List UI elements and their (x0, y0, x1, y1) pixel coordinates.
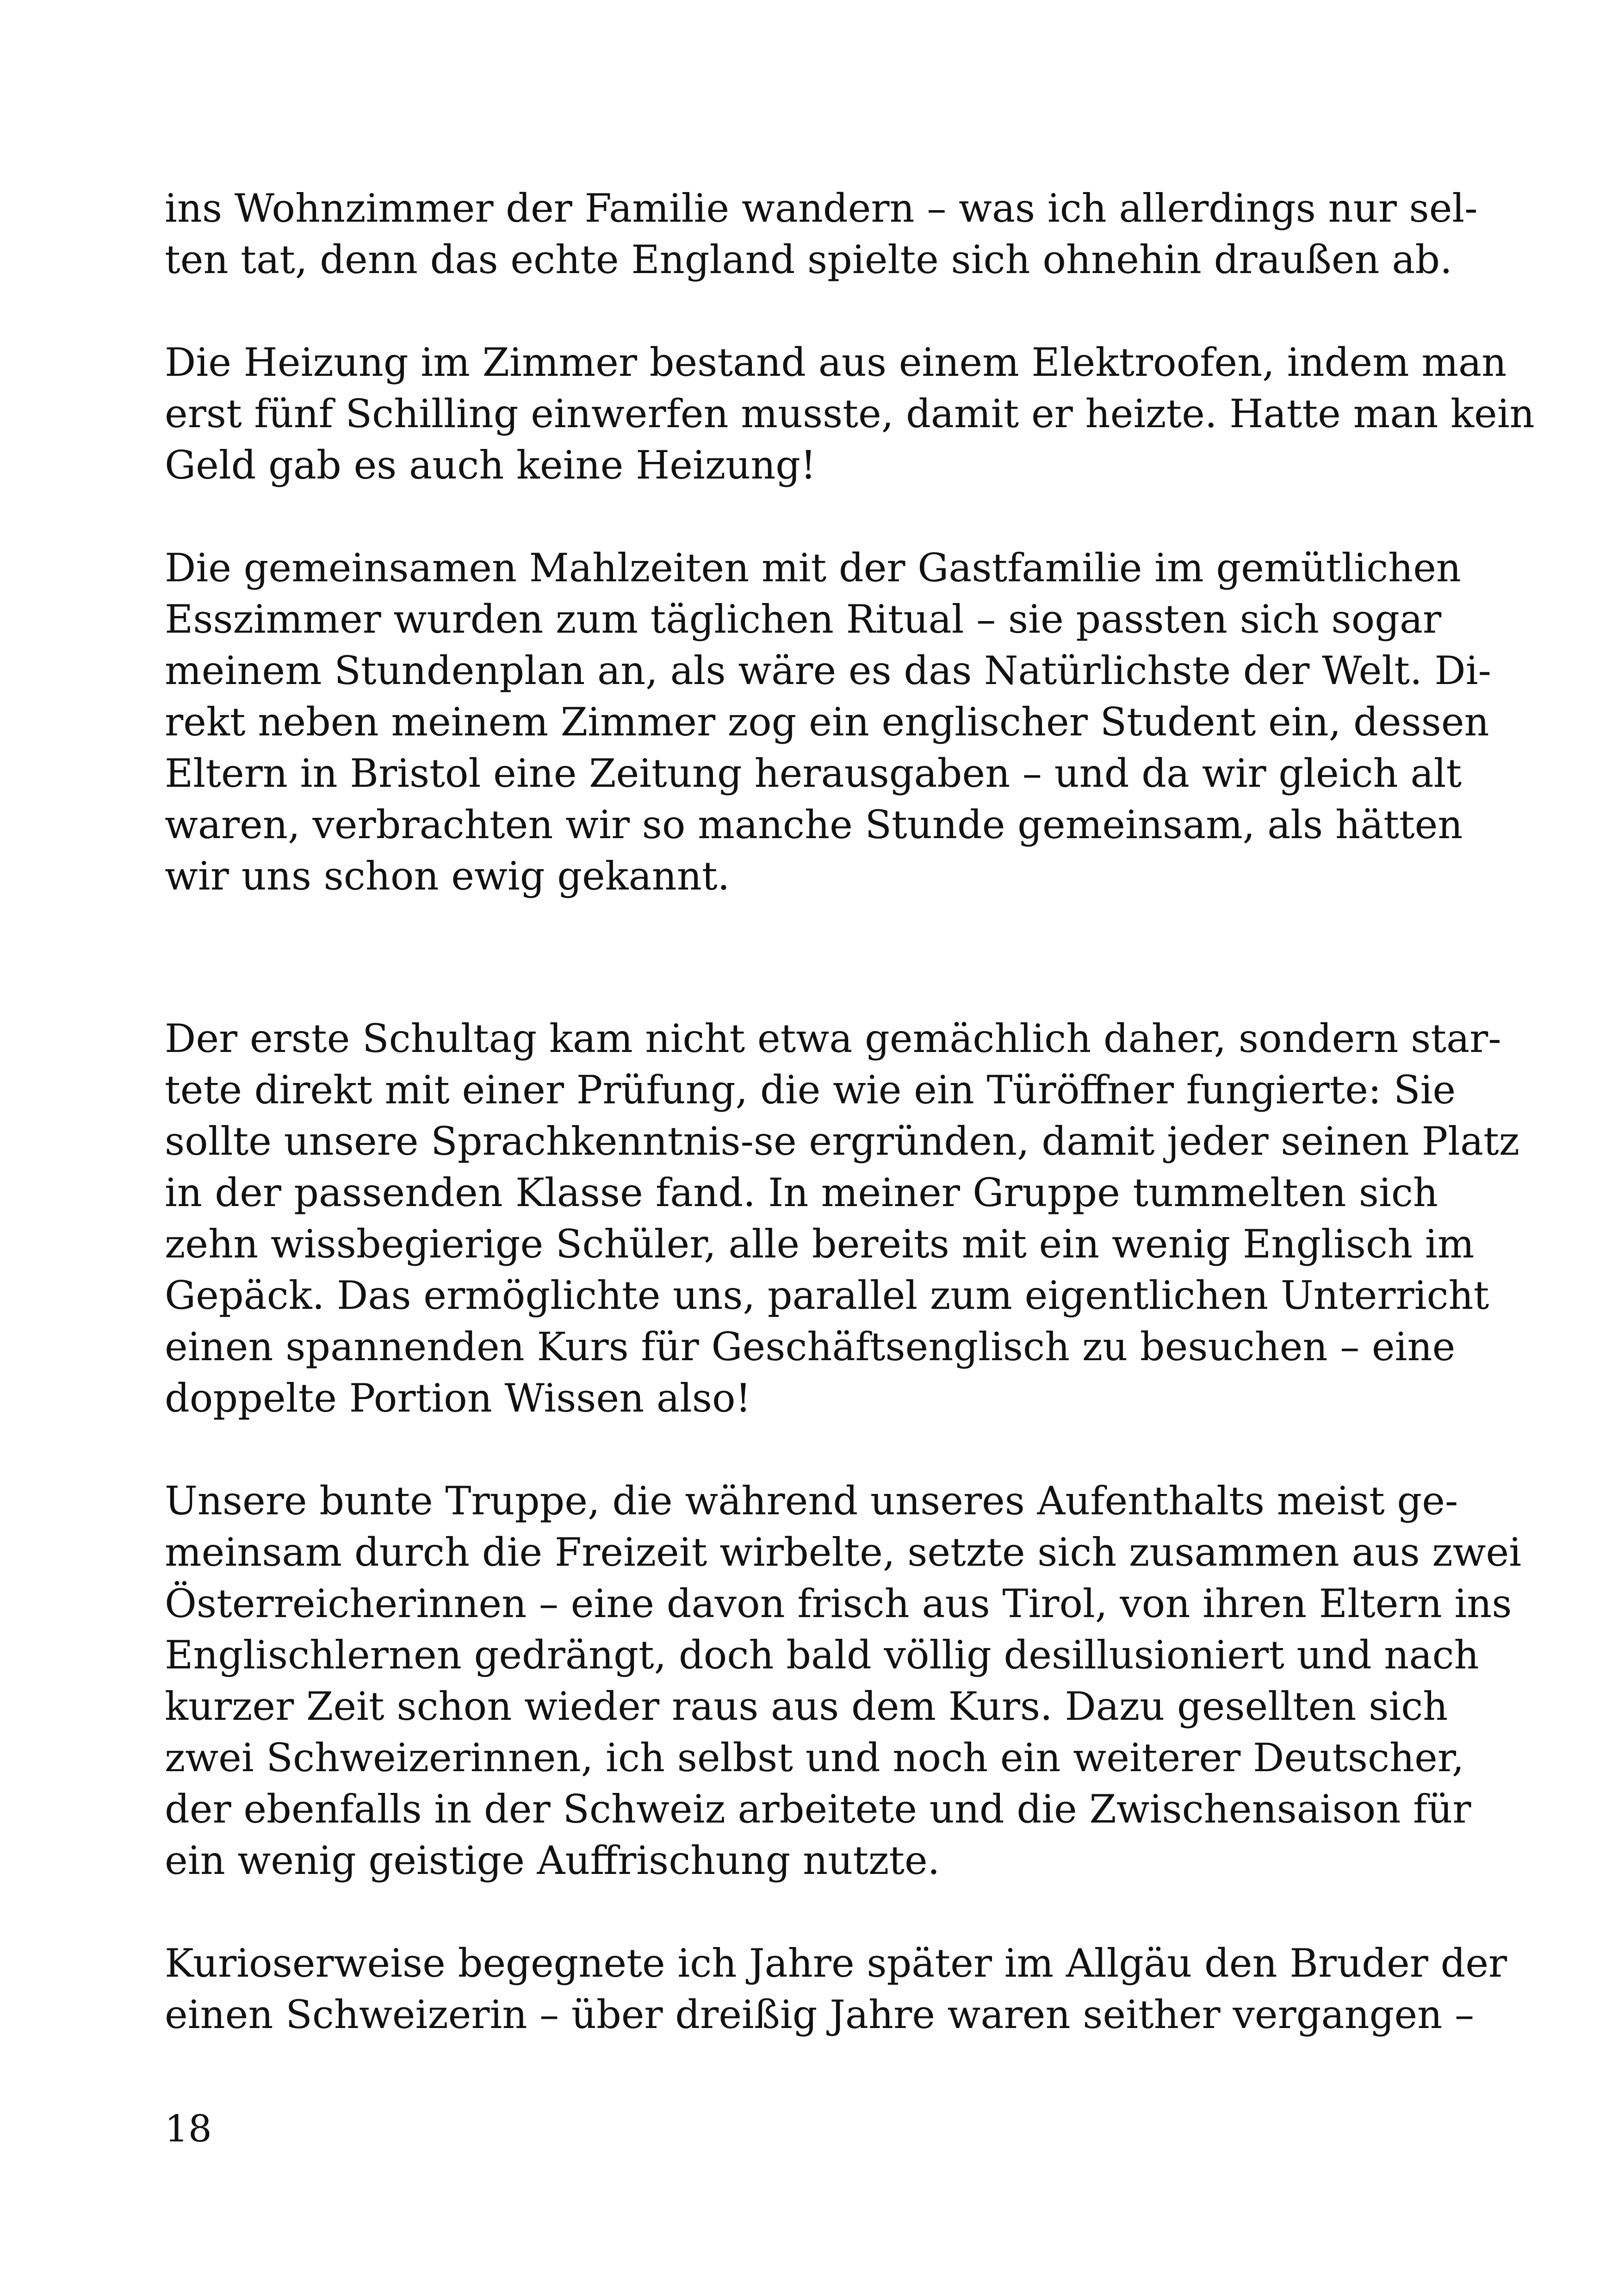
text-line: erst fünf Schilling einwerfen musste, damit er heizte. Hatte man kein (165, 391, 1535, 436)
text-line: Unsere bunte Truppe, die während unseres Aufenthalts meist ge- (165, 1478, 1458, 1524)
page-number: 18 (165, 2107, 212, 2150)
text-line: Englischlernen gedrängt, doch bald völlig desillusioniert und nach (165, 1632, 1479, 1678)
text-line: Österreicherinnen – eine davon frisch aus Tirol, von ihren Eltern ins (165, 1581, 1512, 1626)
paragraph-spacer (165, 1886, 1438, 1938)
text-line: meinsam durch die Freizeit wirbelte, setzte sich zusammen aus zwei (165, 1530, 1522, 1575)
text-line: Esszimmer wurden zum täglichen Ritual – sie passten sich sogar (165, 597, 1442, 642)
text-line: Die Heizung im Zimmer bestand aus einem Elektroofen, indem man (165, 340, 1507, 385)
text-line: Eltern in Bristol eine Zeitung herausgaben – und da wir gleich alt (165, 751, 1462, 796)
paragraph (165, 542, 1491, 902)
text-line: tete direkt mit einer Prüfung, die wie ein Türöffner fungierte: Sie (165, 1067, 1456, 1113)
text-line: Der erste Schultag kam nicht etwa gemächlich daher, sondern star- (165, 1016, 1501, 1061)
text-line: ein wenig geistige Auffrischung nutzte. (165, 1838, 940, 1883)
paragraph (165, 183, 1478, 286)
text-line: zehn wissbegierige Schüler, alle bereits mit ein wenig Englisch im (165, 1221, 1475, 1267)
text-line: doppelte Portion Wissen also! (165, 1375, 751, 1421)
section-spacer (165, 902, 1438, 1013)
text-line: kurzer Zeit schon wieder raus aus dem Kurs. Dazu gesellten sich (165, 1684, 1448, 1729)
text-line: ins Wohnzimmer der Familie wandern – was ich allerdings nur sel- (165, 186, 1478, 231)
text-line: meinem Stundenplan an, als wäre es das Natürlichste der Welt. Di- (165, 648, 1491, 693)
paragraph-spacer (165, 286, 1438, 337)
paragraph (165, 1013, 1520, 1424)
text-line: in der passenden Klasse fand. In meiner Gruppe tummelten sich (165, 1170, 1438, 1215)
text-line: wir uns schon ewig gekannt. (165, 853, 730, 899)
text-line: einen Schweizerin – über dreißig Jahre waren seither vergangen – (165, 1992, 1474, 2037)
text-line: ten tat, denn das echte England spielte sich ohnehin draußen ab. (165, 237, 1452, 282)
text-line: Kurioserweise begegnete ich Jahre später im Allgäu den Bruder der (165, 1941, 1507, 1986)
paragraph-spacer (165, 491, 1438, 542)
text-line: Geld gab es auch keine Heizung! (165, 442, 816, 488)
paragraph (165, 337, 1535, 491)
text-line: rekt neben meinem Zimmer zog ein englischer Student ein, dessen (165, 699, 1489, 745)
text-line: sollte unsere Sprachkenntnis-se ergründen, damit jeder seinen Platz (165, 1119, 1520, 1164)
text-line: Gepäck. Das ermöglichte uns, parallel zum eigentlichen Unterricht (165, 1273, 1489, 1318)
paragraph (165, 1475, 1522, 1886)
text-line: der ebenfalls in der Schweiz arbeitete und die Zwischensaison für (165, 1786, 1471, 1832)
text-line: zwei Schweizerinnen, ich selbst und noch ein weiterer Deutscher, (165, 1735, 1464, 1780)
paragraph (165, 1938, 1507, 2041)
body-text (165, 183, 1535, 2041)
text-line: waren, verbrachten wir so manche Stunde gemeinsam, als hätten (165, 802, 1463, 847)
text-line: einen spannenden Kurs für Geschäftsenglisch zu besuchen – eine (165, 1324, 1456, 1369)
text-line: Die gemeinsamen Mahlzeiten mit der Gastfamilie im gemütlichen (165, 545, 1462, 591)
paragraph-spacer (165, 1424, 1438, 1475)
